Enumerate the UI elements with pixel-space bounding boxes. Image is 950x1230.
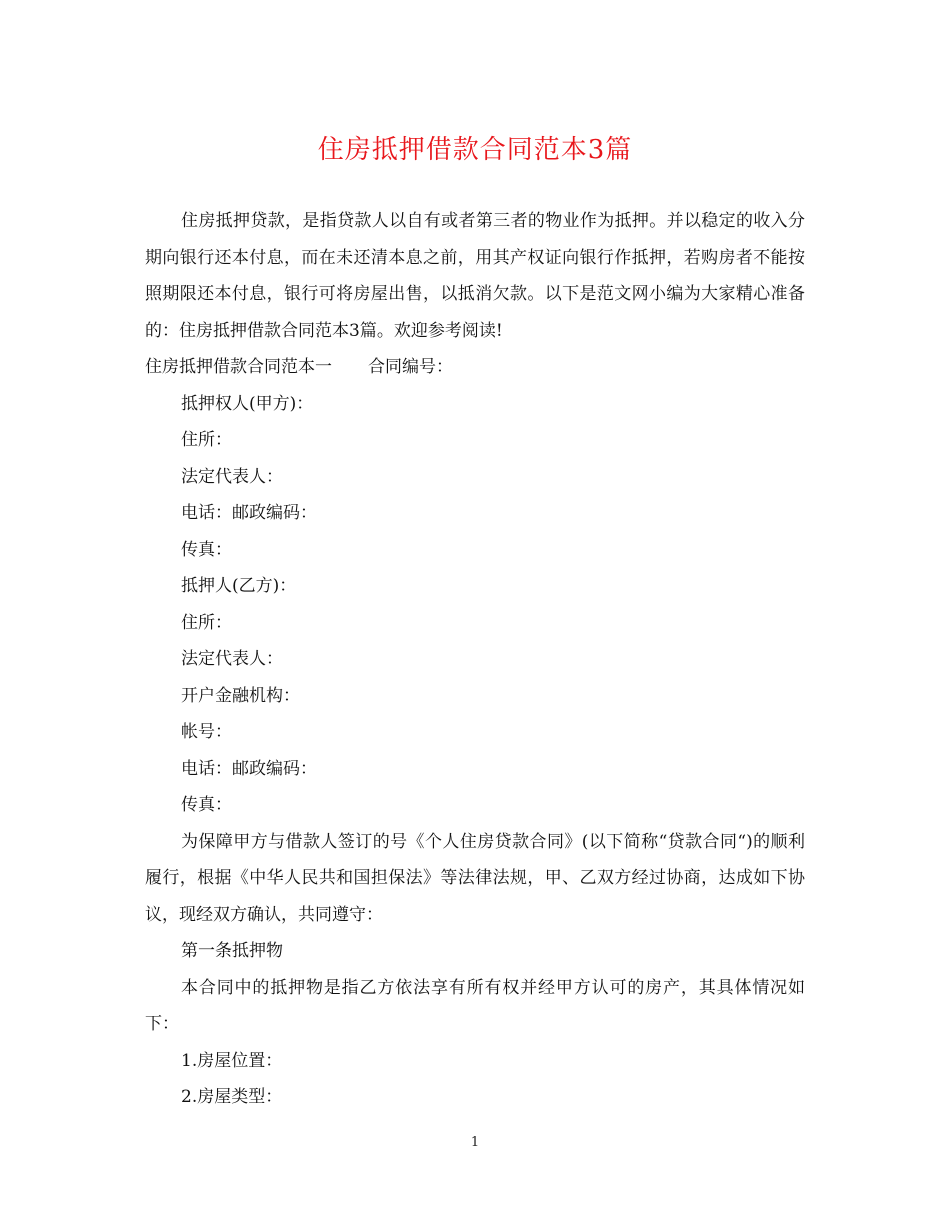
section-heading-line bbox=[145, 349, 805, 386]
document-body bbox=[145, 203, 805, 1116]
field-mortgagor: 抵押人(乙方)： bbox=[181, 576, 297, 596]
field-mortgagor-phone-postcode: 电话：邮政编码： bbox=[181, 758, 317, 779]
intro-paragraph: 住房抵押贷款，是指贷款人以自有或者第三者的物业作为抵押。并以稳定的收入分期向银行还本付息，而在未还清本息之前，用其产权证向银行作抵押，若购房者不能按照期限还本付息，银行可将房屋出售，以抵消欠款。以下是范文网小编为大家精心准备的：住房抵押借款合同范本3篇。欢迎参考阅读! bbox=[145, 211, 805, 341]
purpose-paragraph: 为保障甲方与借款人签订的号《个人住房贷款合同》(以下简称“贷款合同“)的顺利履行，根据《中华人民共和国担保法》等法律法规，甲、乙双方经过协商，达成如下协议，现经双方确认，共同遵守： bbox=[145, 831, 805, 925]
field-mortgagor-address: 住所： bbox=[181, 612, 232, 633]
field-mortgagee: 抵押权人(甲方)： bbox=[181, 393, 314, 414]
contract-number-label: 合同编号： bbox=[368, 357, 453, 377]
section-heading: 住房抵押借款合同范本一 bbox=[145, 357, 332, 377]
field-mortgagor-fax: 传真： bbox=[181, 795, 232, 815]
article-1-text: 本合同中的抵押物是指乙方依法享有所有权并经甲方认可的房产，其具体情况如下： bbox=[145, 977, 805, 1034]
article-1-heading: 第一条抵押物 bbox=[181, 941, 283, 961]
field-mortgagee-fax: 传真： bbox=[181, 539, 232, 560]
field-mortgagee-phone-postcode: 电话：邮政编码： bbox=[181, 503, 317, 523]
document-title: 住房抵押借款合同范本3篇 bbox=[317, 135, 633, 165]
field-mortgagor-legal-rep: 法定代表人： bbox=[181, 649, 283, 669]
field-mortgagor-bank: 开户金融机构： bbox=[181, 685, 300, 706]
item-house-location: 1.房屋位置： bbox=[181, 1050, 283, 1071]
field-mortgagee-address: 住所： bbox=[181, 430, 232, 450]
field-mortgagor-account: 帐号： bbox=[181, 722, 232, 742]
field-mortgagee-legal-rep: 法定代表人： bbox=[181, 466, 283, 487]
page-number: 1 bbox=[470, 1135, 480, 1150]
item-house-type: 2.房屋类型： bbox=[181, 1087, 283, 1107]
